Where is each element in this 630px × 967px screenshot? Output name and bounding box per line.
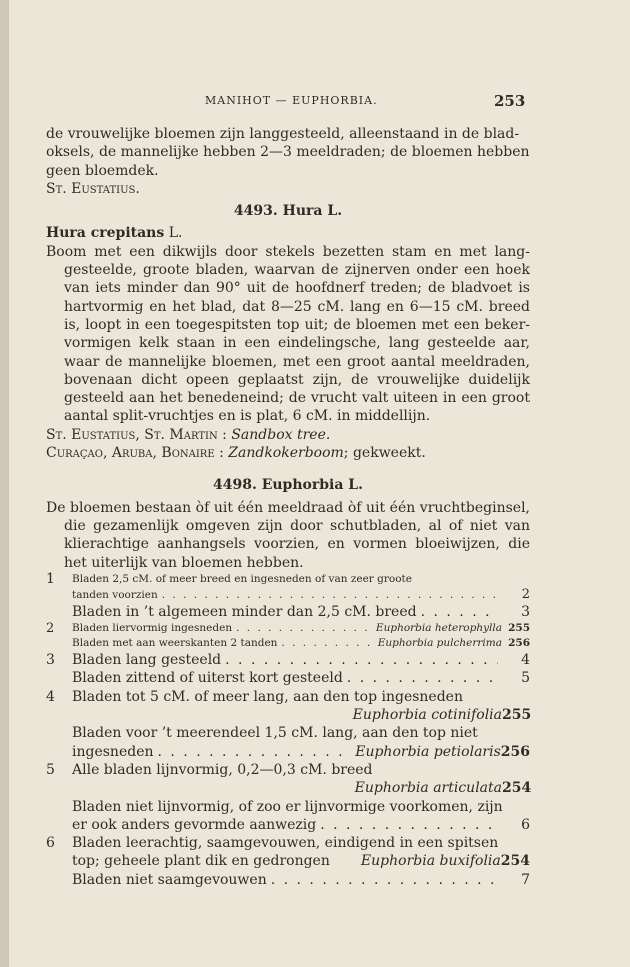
intro-line: geen bloemdek. (46, 162, 159, 179)
key-text: Bladen niet lijnvormig, of zoo er lijnvormige voorkomen, zijn (72, 798, 503, 815)
key-text: er ook anders gevormde aanwezig (72, 816, 317, 833)
key-text: Bladen zittend of uiterst kort gesteeld (72, 670, 343, 687)
key-number: 6 (46, 835, 55, 852)
key-species-ref: Euphorbia buxifolia (360, 853, 501, 870)
key-number: 3 (46, 652, 55, 669)
key-couplet-4b (46, 724, 530, 761)
key-text: top; geheele plant dik en gedrongen (72, 853, 330, 870)
hura-locality-2 (46, 444, 530, 462)
intro-line: oksels, de mannelijke hebben 2—3 meeldraden; de bloemen hebben (46, 144, 530, 161)
leader-dots (236, 621, 372, 636)
key-couplet-2b (46, 636, 530, 651)
locality-places: Curaçao, Aruba, Bonaire : (46, 445, 224, 462)
leader-dots (320, 816, 498, 834)
key-number: 5 (46, 761, 55, 778)
vernacular-name: Zandkokerboom (228, 445, 344, 462)
key-line: Bladen 2,5 cM. of meer breed en ingesneden of van zeer groote (72, 572, 412, 585)
key-text: Bladen met aan weerskanten 2 tanden (72, 637, 278, 650)
leader-dots (158, 743, 352, 761)
hura-description: Boom met een dikwijls door stekels bezetten stam en met lang-gesteelde, groote bladen, waarvan de zijnerven onder een hoek van iets minder dan 90° uit de hoofdnerf treden; de bladvoet is hartvormig en het blad, dat 8—25 cM. lang en 6—15 cM. breed is, loopt in een toegespitsten top uit; de bloemen met een beker-vormigen kelk staan in een eindelingsche, lang gesteelde aar, waar de mannelijke bloemen, met een groot aantal meeldraden, bovenaan dicht opeen geplaatst zijn, de vrouwelijke duidelijk gesteeld aan het benedeneind; de vrucht valt uiteen in een groot aantal split-vruchtjes en is plat, 6 cM. in middellijn. (46, 243, 530, 425)
leader-dots (347, 669, 498, 687)
running-header (0, 92, 630, 110)
key-page-ref: 256 (500, 743, 530, 760)
key-couplet-5a (46, 761, 530, 798)
page-body (46, 125, 530, 889)
key-couplet-6b (46, 871, 530, 889)
key-text: Bladen liervormig ingesneden (72, 622, 233, 635)
vernacular-name: Sandbox tree. (231, 426, 331, 443)
key-page-ref: 256 (508, 637, 530, 650)
key-couplet-3a (46, 651, 530, 669)
key-target: 2 (521, 586, 530, 602)
hura-species-author: L. (168, 225, 183, 242)
key-text: tanden voorzien (72, 588, 158, 601)
key-page-ref: 254 (500, 853, 530, 870)
key-number: 1 (46, 570, 55, 587)
euphorbia-description: De bloemen bestaan òf uit één meeldraad òf uit één vruchtbeginsel, die gezamenlijk omgeven zijn door schutbladen, al of niet van klierachtige aanhangsels voorzien, en vormen bloeiwijzen, die het uiterlijk van bloemen hebben. (46, 499, 530, 571)
key-number: 4 (46, 688, 55, 705)
key-species-ref: Euphorbia articulata (354, 780, 502, 797)
key-couplet-5b (46, 798, 530, 835)
key-text: Bladen niet saamgevouwen (72, 871, 267, 888)
key-target: 3 (521, 603, 530, 620)
hura-locality-1 (46, 426, 530, 444)
page-gutter-edge (0, 0, 9, 967)
key-text: Bladen leerachtig, saamgevouwen, eindigend in een spitsen (72, 835, 499, 852)
key-species-ref: Euphorbia cotinifolia (352, 707, 502, 724)
hura-species-line (46, 224, 530, 242)
running-title: MANIHOT — EUPHORBIA. (205, 94, 378, 107)
key-target: 4 (521, 652, 530, 669)
euphorbia-heading: 4498. Euphorbia L. (212, 477, 363, 494)
locality-places: St. Eustatius, St. Martin : (46, 426, 227, 443)
key-number: 2 (46, 621, 55, 637)
key-couplet-4a (46, 688, 530, 725)
leader-dots (271, 871, 498, 889)
key-couplet-2a (46, 621, 530, 636)
leader-dots (421, 603, 498, 621)
leader-dots (162, 588, 498, 603)
intro-paragraph (46, 125, 530, 180)
leader-dots (281, 636, 373, 651)
key-text: Bladen in ’t algemeen minder dan 2,5 cM. breed (72, 603, 417, 620)
key-species-ref: Euphorbia petiolaris (355, 743, 501, 760)
key-couplet-6a (46, 834, 530, 871)
hura-species-name: Hura crepitans (46, 225, 165, 242)
key-species-ref: Euphorbia heterophylla (375, 622, 502, 635)
key-species-ref: Euphorbia pulcherrima (377, 637, 502, 650)
page-number: 253 (494, 92, 526, 110)
key-text: Bladen voor ’t meerendeel 1,5 cM. lang, aan den top niet (72, 725, 478, 742)
intro-line: de vrouwelijke bloemen zijn langgesteeld, alleenstaand in de blad- (46, 126, 520, 142)
intro-locality: St. Eustatius. (46, 180, 140, 197)
hura-heading: 4493. Hura L. (233, 203, 343, 220)
key-target: 6 (521, 816, 530, 833)
locality-note: ; gekweekt. (343, 445, 426, 462)
key-target: 7 (521, 871, 530, 888)
leader-dots (225, 651, 498, 669)
key-page-ref: 255 (502, 707, 532, 724)
key-page-ref: 254 (502, 780, 532, 797)
key-couplet-1b (46, 603, 530, 621)
key-text: Bladen tot 5 cM. of meer lang, aan den top ingesneden (72, 688, 463, 705)
key-text: Alle bladen lijnvormig, 0,2—0,3 cM. breed (72, 761, 373, 778)
key-line (72, 587, 530, 603)
key-page-ref: 255 (508, 622, 530, 635)
key-couplet-1a (46, 572, 530, 603)
key-text: ingesneden (72, 743, 154, 760)
key-text: Bladen lang gesteeld (72, 652, 222, 669)
key-couplet-3b (46, 669, 530, 687)
key-target: 5 (521, 670, 530, 687)
